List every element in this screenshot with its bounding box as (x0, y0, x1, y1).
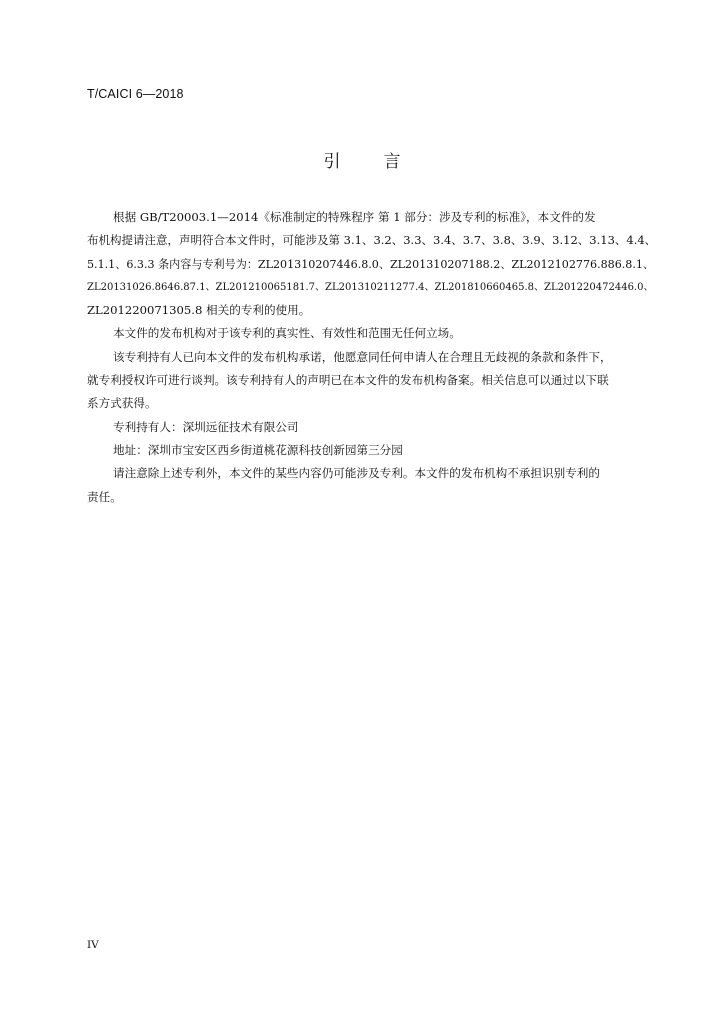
paragraph-line: 系方式获得。 (87, 396, 157, 411)
paragraph-line: ZL201220071305.8 相关的专利的使用。 (87, 303, 311, 318)
page-number: IV (87, 939, 99, 951)
section-title-char-2: 言 (383, 152, 401, 172)
patent-holder-line: 专利持有人：深圳远征技术有限公司 (113, 419, 299, 434)
section-title-char-1: 引 (323, 152, 341, 172)
section-title (0, 147, 724, 172)
paragraph-line: 布机构提请注意，声明符合本文件时，可能涉及第 3.1、3.2、3.3、3.4、3.7、3.8、3.9、3.12、3.13、4.4、 (87, 233, 657, 248)
paragraph-line: 就专利授权许可进行谈判。该专利持有人的声明已在本文件的发布机构备案。相关信息可以通过以下联 (87, 373, 609, 388)
paragraph-line: 5.1.1、6.3.3 条内容与专利号为：ZL201310207446.8.0、ZL201310207188.2、ZL2012102776.886.8.1、 (87, 257, 655, 271)
paragraph-line: ZL20131026.8646.87.1、ZL201210065181.7、ZL201310211277.4、ZL201810660465.8、ZL201220472446.0、 (87, 281, 654, 293)
introduction-body (87, 206, 657, 509)
paragraph-line: 责任。 (87, 489, 122, 504)
paragraph-line: 该专利持有人已向本文件的发布机构承诺，他愿意同任何申请人在合理且无歧视的条款和条件下， (113, 349, 612, 364)
document-code: T/CAICI 6—2018 (87, 87, 184, 101)
paragraph-line: 请注意除上述专利外，本文件的某些内容仍可能涉及专利。本文件的发布机构不承担识别专利的 (113, 466, 600, 481)
address-line: 地址：深圳市宝安区西乡街道桃花源科技创新园第三分园 (113, 442, 403, 457)
paragraph-line: 根据 GB/T20003.1—2014《标准制定的特殊程序 第 1 部分：涉及专利的标准》，本文件的发 (113, 210, 596, 224)
paragraph-line: 本文件的发布机构对于该专利的真实性、有效性和范围无任何立场。 (113, 326, 461, 341)
